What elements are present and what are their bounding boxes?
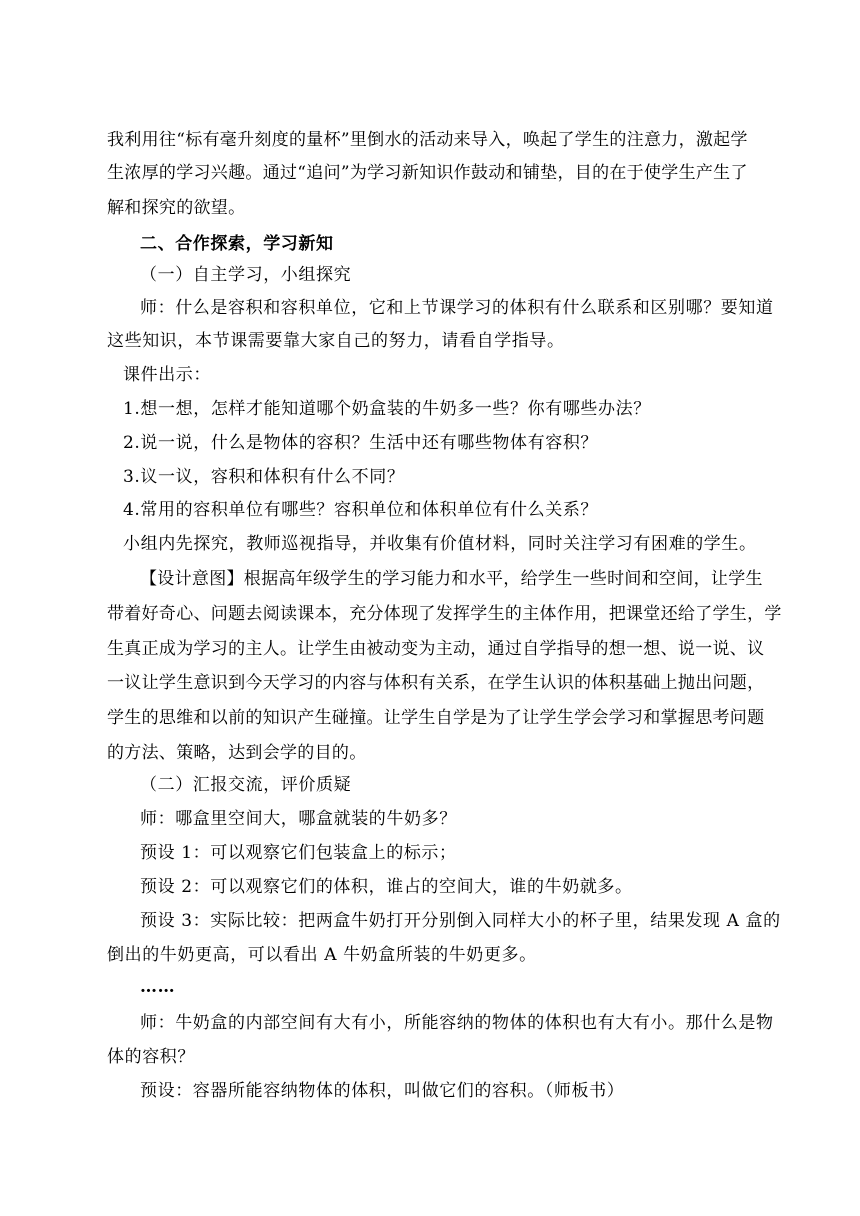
paragraph-line: 解和探究的欲望。 bbox=[107, 198, 246, 218]
list-item: 2.说一说，什么是物体的容积？生活中还有哪些物体有容积？ bbox=[123, 433, 599, 453]
section-heading: 二、合作探索，学习新知 bbox=[140, 234, 334, 254]
paragraph-line: 预设：容器所能容纳物体的体积，叫做它们的容积。（师板书） bbox=[140, 1081, 625, 1101]
paragraph-line: 师：牛奶盒的内部空间有大有小，所能容纳的物体的体积也有大有小。那什么是物 bbox=[140, 1013, 774, 1033]
design-intent-line: 学生的思维和以前的知识产生碰撞。让学生自学是为了让学生学会学习和掌握思考问题 bbox=[107, 708, 765, 728]
design-intent-line: 【设计意图】根据高年级学生的学习能力和水平，给学生一些时间和空间，让学生 bbox=[140, 569, 763, 589]
paragraph-line: 预设 2：可以观察它们的体积，谁占的空间大，谁的牛奶就多。 bbox=[140, 877, 633, 897]
paragraph-line: 师：哪盒里空间大，哪盒就装的牛奶多？ bbox=[140, 809, 457, 829]
paragraph-line: 我利用往“标有毫升刻度的量杯”里倒水的活动来导入，唤起了学生的注意力，激起学 bbox=[107, 130, 748, 150]
paragraph-line: 这些知识，本节课需要靠大家自己的努力，请看自学指导。 bbox=[107, 331, 565, 351]
design-intent-line: 的方法、策略，达到会学的目的。 bbox=[107, 743, 367, 763]
paragraph-line: 体的容积？ bbox=[107, 1047, 195, 1067]
design-intent-line: 带着好奇心、问题去阅读课本，充分体现了发挥学生的主体作用，把课堂还给了学生，学 bbox=[107, 604, 782, 624]
paragraph-line: 倒出的牛奶更高，可以看出 A 牛奶盒所装的牛奶更多。 bbox=[107, 945, 537, 965]
ellipsis: …… bbox=[140, 977, 176, 997]
paragraph-line: 预设 3：实际比较：把两盒牛奶打开分别倒入同样大小的杯子里，结果发现 A 盒的 bbox=[140, 911, 781, 931]
paragraph-line: 生浓厚的学习兴趣。通过“追问”为学习新知识作鼓动和铺垫，目的在于使学生产生了 bbox=[107, 163, 748, 183]
paragraph-line: 预设 1：可以观察它们包装盒上的标示； bbox=[140, 843, 457, 863]
design-intent-line: 生真正成为学习的主人。让学生由被动变为主动，通过自学指导的想一想、说一说、议 bbox=[107, 639, 765, 659]
paragraph-line: 师：什么是容积和容积单位，它和上节课学习的体积有什么联系和区别哪？要知道 bbox=[140, 298, 774, 318]
list-item: 1.想一想，怎样才能知道哪个奶盒装的牛奶多一些？你有哪些办法？ bbox=[123, 399, 651, 419]
list-item: 4.常用的容积单位有哪些？容积单位和体积单位有什么关系？ bbox=[123, 500, 599, 520]
paragraph-line: 小组内先探究，教师巡视指导，并收集有价值材料，同时关注学习有困难的学生。 bbox=[123, 534, 757, 554]
list-item: 3.议一议，容积和体积有什么不同？ bbox=[123, 467, 405, 487]
subsection-heading: （一）自主学习，小组探究 bbox=[140, 265, 352, 285]
subsection-heading: （二）汇报交流，评价质疑 bbox=[140, 775, 352, 795]
design-intent-line: 一议让学生意识到今天学习的内容与体积有关系，在学生认识的体积基础上抛出问题， bbox=[107, 673, 765, 693]
paragraph-line: 课件出示： bbox=[123, 365, 211, 385]
